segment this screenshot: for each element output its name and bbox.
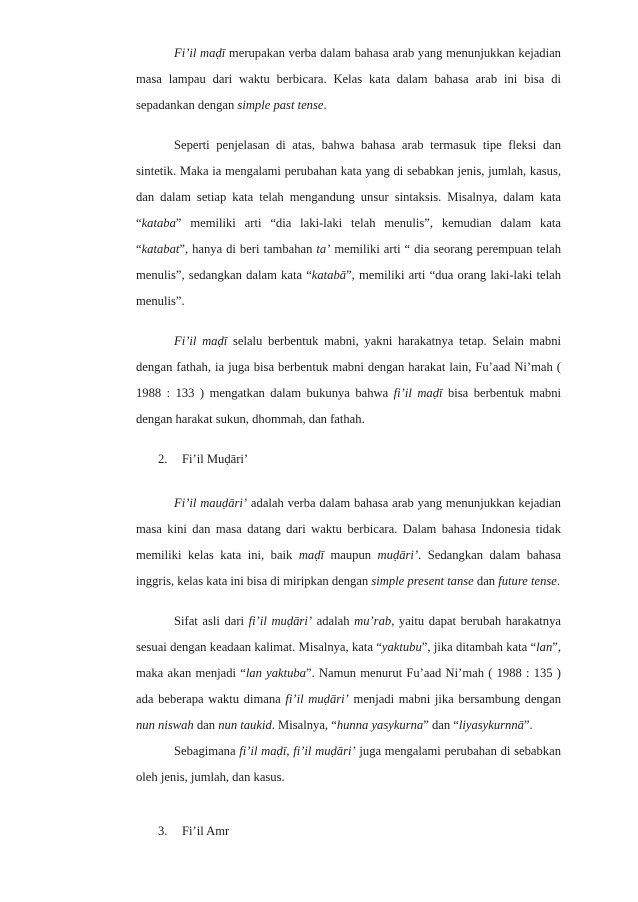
italic-term: simple present tanse — [371, 574, 474, 588]
italic-term: katabat — [141, 242, 180, 256]
text-run: . — [556, 574, 561, 588]
italic-term: fi’il maḍī — [239, 744, 287, 758]
italic-term: lan yaktuba — [245, 666, 306, 680]
italic-term: lan — [536, 640, 553, 654]
italic-term: simple past tense — [237, 98, 324, 112]
italic-term: fi’il muḍāri’ — [293, 744, 356, 758]
text-run: dan — [193, 718, 219, 732]
paragraph — [136, 738, 561, 790]
text-run: ” memiliki arti “dia laki-laki telah menulis”, kemudian dalam kata “ — [136, 216, 561, 256]
text-run: maupun — [324, 548, 378, 562]
paragraph — [136, 40, 561, 118]
italic-term: muḍāri’ — [377, 548, 419, 562]
text-run: . — [323, 98, 327, 112]
italic-term: ta’ — [316, 242, 331, 256]
italic-term: future tense — [498, 574, 557, 588]
italic-term: liyasykurnnā — [458, 718, 524, 732]
italic-term: yaktubu — [381, 640, 422, 654]
italic-term: fi’il muḍāri’ — [285, 692, 349, 706]
text-run: ”, memiliki arti “dua orang laki-laki telah menulis”. — [136, 268, 561, 308]
text-run: selalu berbentuk mabni, yakni harakatnya tetap. Selain mabni dengan fathah, ia juga bisa berbentuk mabni dengan harakat lain, Fu’aad Ni’mah ( 1988 : 133 ) mengatkan dalam bukunya bahwa — [136, 334, 561, 400]
text-run: . Sedangkan dalam bahasa inggris, kelas kata ini bisa di miripkan dengan — [136, 548, 562, 588]
paragraph — [136, 490, 561, 594]
text-run: memiliki arti “ dia seorang perempuan telah menulis”, sedangkan dalam kata “ — [136, 242, 561, 282]
heading-number: 3. — [158, 824, 168, 838]
text-run: menjadi mabni jika bersambung dengan — [348, 692, 562, 706]
text-run: juga mengalami perubahan di sebabkan oleh jenis, jumlah, dan kasus. — [136, 744, 561, 784]
italic-term: fi’il maḍī — [393, 386, 443, 400]
text-run: merupakan verba dalam bahasa arab yang menunjukkan kejadian masa lampau dari waktu berbicara. Kelas kata dalam bahasa arab ini bisa di sepadankan dengan — [136, 46, 561, 112]
italic-term: fi’il muḍāri’ — [248, 614, 313, 628]
paragraph — [136, 328, 561, 432]
text-run: ” dan “ — [423, 718, 459, 732]
text-run: ”. Namun menurut Fu’aad Ni’mah ( 1988 : 135 ) ada beberapa waktu dimana — [136, 666, 561, 706]
italic-term: Fi’il maḍī — [174, 334, 228, 348]
text-run: ”, jika ditambah kata “ — [421, 640, 537, 654]
italic-term: kataba — [141, 216, 176, 230]
italic-term: katabā — [311, 268, 347, 282]
section-heading — [158, 446, 561, 472]
heading-text: Fi’il Amr — [182, 824, 230, 838]
italic-term: Fi’il mauḍāri’ — [174, 496, 248, 510]
text-run: dan — [473, 574, 499, 588]
paragraph — [136, 608, 561, 738]
text-run: . Misalnya, “ — [271, 718, 337, 732]
italic-term: hunna yasykurna — [336, 718, 424, 732]
text-run: Sebagimana — [174, 744, 240, 758]
italic-term: Fi’il maḍī — [174, 46, 226, 60]
section-heading — [158, 818, 561, 844]
text-run: ”, hanya di beri tambahan — [179, 242, 317, 256]
text-run: , yaitu dapat berubah harakatnya sesuai dengan keadaan kalimat. Misalnya, kata “ — [136, 614, 561, 654]
text-run: Seperti penjelasan di atas, bahwa bahasa arab termasuk tipe fleksi dan sintetik. Maka ia mengalami perubahan kata yang di sebabkan jenis, jumlah, kasus, dan dalam setiap kata telah mengandung unsur sintaksis. Misalnya, dalam kata “ — [136, 138, 561, 230]
heading-text: Fi’il Muḍāri’ — [182, 452, 249, 466]
text-run: Sifat asli dari — [174, 614, 249, 628]
italic-term: nun niswah — [136, 718, 194, 732]
text-run: bisa berbentuk mabni dengan harakat sukun, dhommah, dan fathah. — [136, 386, 561, 426]
italic-term: nun taukid — [218, 718, 272, 732]
text-run: , — [286, 744, 294, 758]
heading-number: 2. — [158, 452, 168, 466]
italic-term: mu’rab — [354, 614, 392, 628]
text-run: adalah — [312, 614, 355, 628]
paragraph — [136, 132, 561, 314]
italic-term: maḍī — [298, 548, 325, 562]
text-run: ”, maka akan menjadi “ — [136, 640, 561, 680]
text-run: adalah verba dalam bahasa arab yang menunjukkan kejadian masa kini dan masa datang dari waktu berbicara. Dalam bahasa Indonesia tidak memiliki kelas kata ini, baik — [136, 496, 561, 562]
text-run: ”. — [523, 718, 533, 732]
